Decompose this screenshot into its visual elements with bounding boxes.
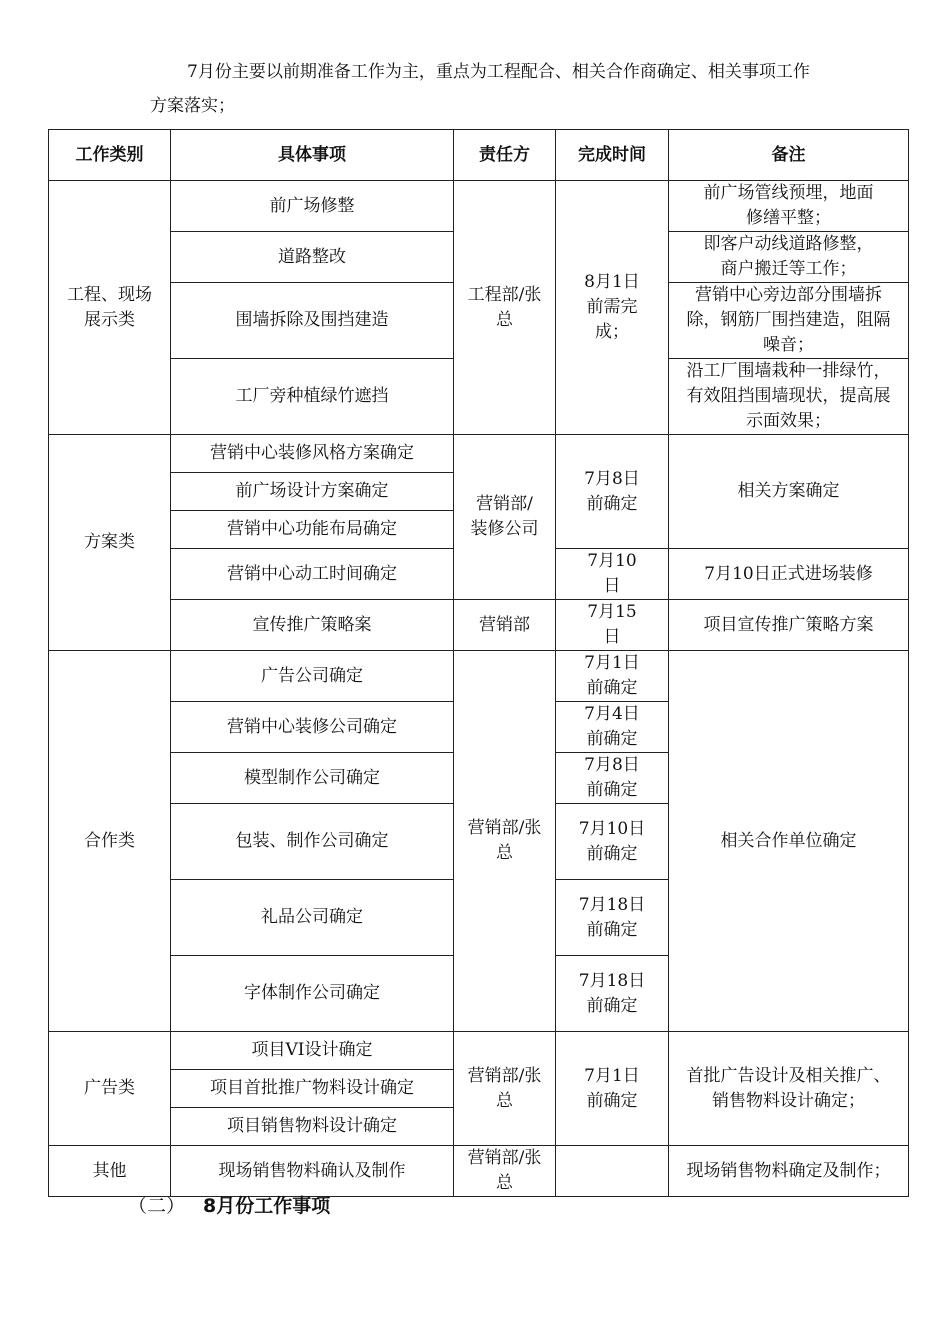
task-cell: 道路整改 (171, 232, 454, 283)
note-ads: 首批广告设计及相关推广、销售物料设计确定； (669, 1032, 909, 1146)
note-cell: 沿工厂围墙栽种一排绿竹，有效阻挡围墙现状，提高展示面效果； (669, 359, 909, 435)
time-ads: 7月1日前确定 (556, 1032, 669, 1146)
task-cell: 营销中心动工时间确定 (171, 549, 454, 600)
time-cell: 7月8日前确定 (556, 753, 669, 804)
task-cell: 围墙拆除及围挡建造 (171, 283, 454, 359)
intro-line-2: 方案落实； (150, 96, 235, 116)
task-cell: 包装、制作公司确定 (171, 804, 454, 880)
time-cell: 7月4日前确定 (556, 702, 669, 753)
task-cell: 广告公司确定 (171, 651, 454, 702)
note-promo: 项目宣传推广策略方案 (669, 600, 909, 651)
owner-engineering: 工程部/张总 (454, 181, 556, 435)
intro-line-1: 7月份主要以前期准备工作为主，重点为工程配合、相关合作商确定、相关事项工作 (187, 62, 810, 82)
category-engineering: 工程、现场展示类 (49, 181, 171, 435)
task-cell: 营销中心装修风格方案确定 (171, 435, 454, 473)
time-plan: 7月8日前确定 (556, 435, 669, 549)
task-cell: 营销中心功能布局确定 (171, 511, 454, 549)
time-engineering: 8月1日前需完成； (556, 181, 669, 435)
note-start: 7月10日正式进场装修 (669, 549, 909, 600)
section-heading (128, 1192, 330, 1220)
owner-promo: 营销部 (454, 600, 556, 651)
header-note: 备注 (669, 130, 909, 181)
category-plan: 方案类 (49, 435, 171, 651)
header-category: 工作类别 (49, 130, 171, 181)
table-row (49, 1032, 909, 1070)
header-owner: 责任方 (454, 130, 556, 181)
section-number: （二） (128, 1195, 186, 1217)
task-cell: 前广场修整 (171, 181, 454, 232)
category-partner: 合作类 (49, 651, 171, 1032)
task-cell: 项目销售物料设计确定 (171, 1108, 454, 1146)
note-partner: 相关合作单位确定 (669, 651, 909, 1032)
table-header-row (49, 130, 909, 181)
owner-ads: 营销部/张总 (454, 1032, 556, 1146)
task-cell: 营销中心装修公司确定 (171, 702, 454, 753)
owner-plan: 营销部/装修公司 (454, 435, 556, 600)
task-cell: 工厂旁种植绿竹遮挡 (171, 359, 454, 435)
table-row (49, 1146, 909, 1197)
time-other (556, 1146, 669, 1197)
table-row (49, 651, 909, 702)
time-cell: 7月1日前确定 (556, 651, 669, 702)
header-time: 完成时间 (556, 130, 669, 181)
note-cell: 即客户动线道路修整，商户搬迁等工作； (669, 232, 909, 283)
owner-partner: 营销部/张总 (454, 651, 556, 1032)
note-cell: 营销中心旁边部分围墙拆除，钢筋厂围挡建造，阻隔噪音； (669, 283, 909, 359)
work-plan-table (48, 129, 909, 1197)
task-cell: 字体制作公司确定 (171, 956, 454, 1032)
section-title: 8月份工作事项 (203, 1195, 331, 1217)
note-cell: 前广场管线预埋，地面修缮平整； (669, 181, 909, 232)
intro-paragraph (150, 55, 890, 123)
task-cell: 项目VI设计确定 (171, 1032, 454, 1070)
category-ads: 广告类 (49, 1032, 171, 1146)
category-other: 其他 (49, 1146, 171, 1197)
time-cell: 7月18日前确定 (556, 880, 669, 956)
table-row (49, 600, 909, 651)
time-cell: 7月18日前确定 (556, 956, 669, 1032)
task-cell: 宣传推广策略案 (171, 600, 454, 651)
table-row (49, 435, 909, 473)
table-row (49, 181, 909, 232)
task-cell: 项目首批推广物料设计确定 (171, 1070, 454, 1108)
note-other: 现场销售物料确定及制作； (669, 1146, 909, 1197)
header-task: 具体事项 (171, 130, 454, 181)
task-cell: 礼品公司确定 (171, 880, 454, 956)
time-start: 7月10日 (556, 549, 669, 600)
task-cell: 现场销售物料确认及制作 (171, 1146, 454, 1197)
time-promo: 7月15日 (556, 600, 669, 651)
task-cell: 前广场设计方案确定 (171, 473, 454, 511)
task-cell: 模型制作公司确定 (171, 753, 454, 804)
owner-other: 营销部/张总 (454, 1146, 556, 1197)
time-cell: 7月10日前确定 (556, 804, 669, 880)
note-plan: 相关方案确定 (669, 435, 909, 549)
